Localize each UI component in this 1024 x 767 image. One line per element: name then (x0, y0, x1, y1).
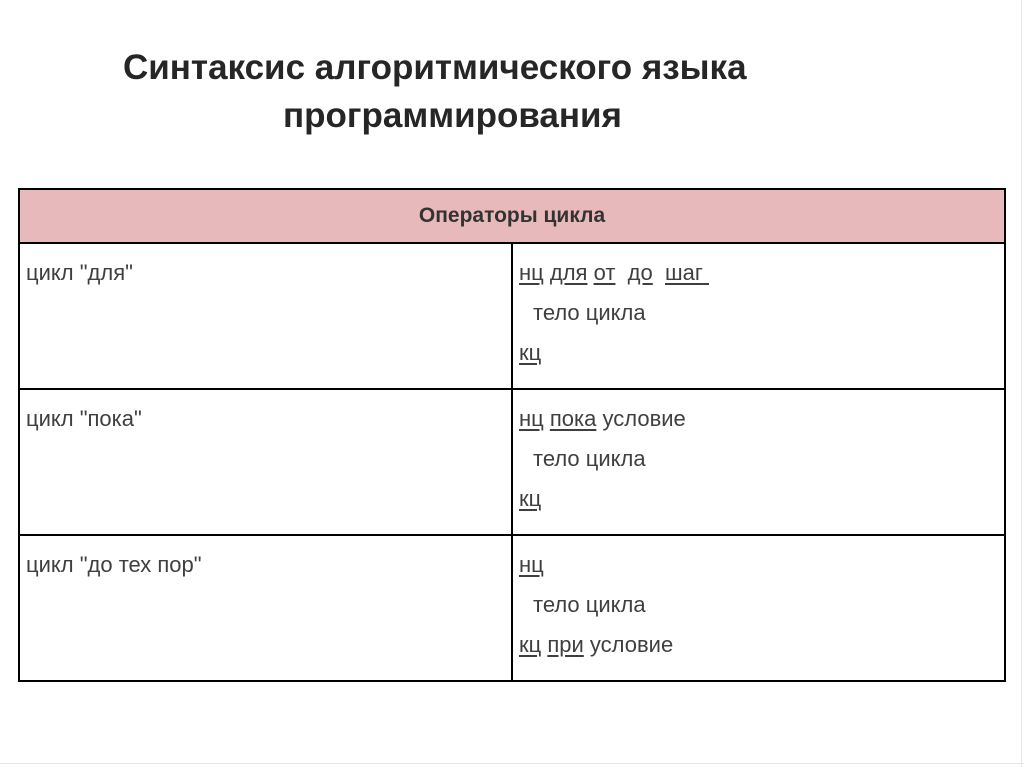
syntax-line (519, 340, 1004, 380)
keyword: от (593, 260, 616, 285)
loop-name-cell: цикл "пока" (19, 389, 512, 535)
keyword: для (549, 260, 588, 285)
syntax-line (519, 552, 1004, 592)
keyword: пока (549, 406, 597, 431)
loop-body-line: тело цикла (533, 592, 646, 617)
keyword: при (547, 632, 584, 657)
slide-border-bottom (0, 763, 1024, 764)
loop-operators-table (18, 188, 1006, 682)
syntax-line (519, 260, 1004, 300)
table-header-row (19, 189, 1005, 243)
table-header: Операторы цикла (19, 189, 1005, 243)
loop-syntax-cell (512, 535, 1005, 681)
syntax-line (519, 406, 1004, 446)
keyword: кц (519, 340, 542, 365)
loop-syntax-cell (512, 389, 1005, 535)
loop-name-cell: цикл "до тех пор" (19, 535, 512, 681)
syntax-line (519, 486, 1004, 526)
loop-body-line: тело цикла (533, 300, 646, 325)
page-title (0, 44, 1024, 140)
condition-text: условие (602, 406, 686, 431)
title-line-1: Синтаксис алгоритмического языка (123, 48, 747, 87)
keyword: кц (519, 632, 542, 657)
syntax-line (519, 632, 1004, 672)
keyword: шаг (664, 260, 703, 285)
keyword: нц (519, 552, 544, 577)
loop-syntax-cell (512, 243, 1005, 389)
keyword: нц (519, 406, 544, 431)
table-row (19, 535, 1005, 681)
loop-name-cell: цикл "для" (19, 243, 512, 389)
title-line-2: программирования (283, 96, 622, 135)
table-row (19, 389, 1005, 535)
loop-body-line: тело цикла (533, 446, 646, 471)
keyword: до (627, 260, 653, 285)
keyword: нц (519, 260, 544, 285)
table-row (19, 243, 1005, 389)
keyword: кц (519, 486, 542, 511)
condition-text: условие (589, 632, 674, 657)
